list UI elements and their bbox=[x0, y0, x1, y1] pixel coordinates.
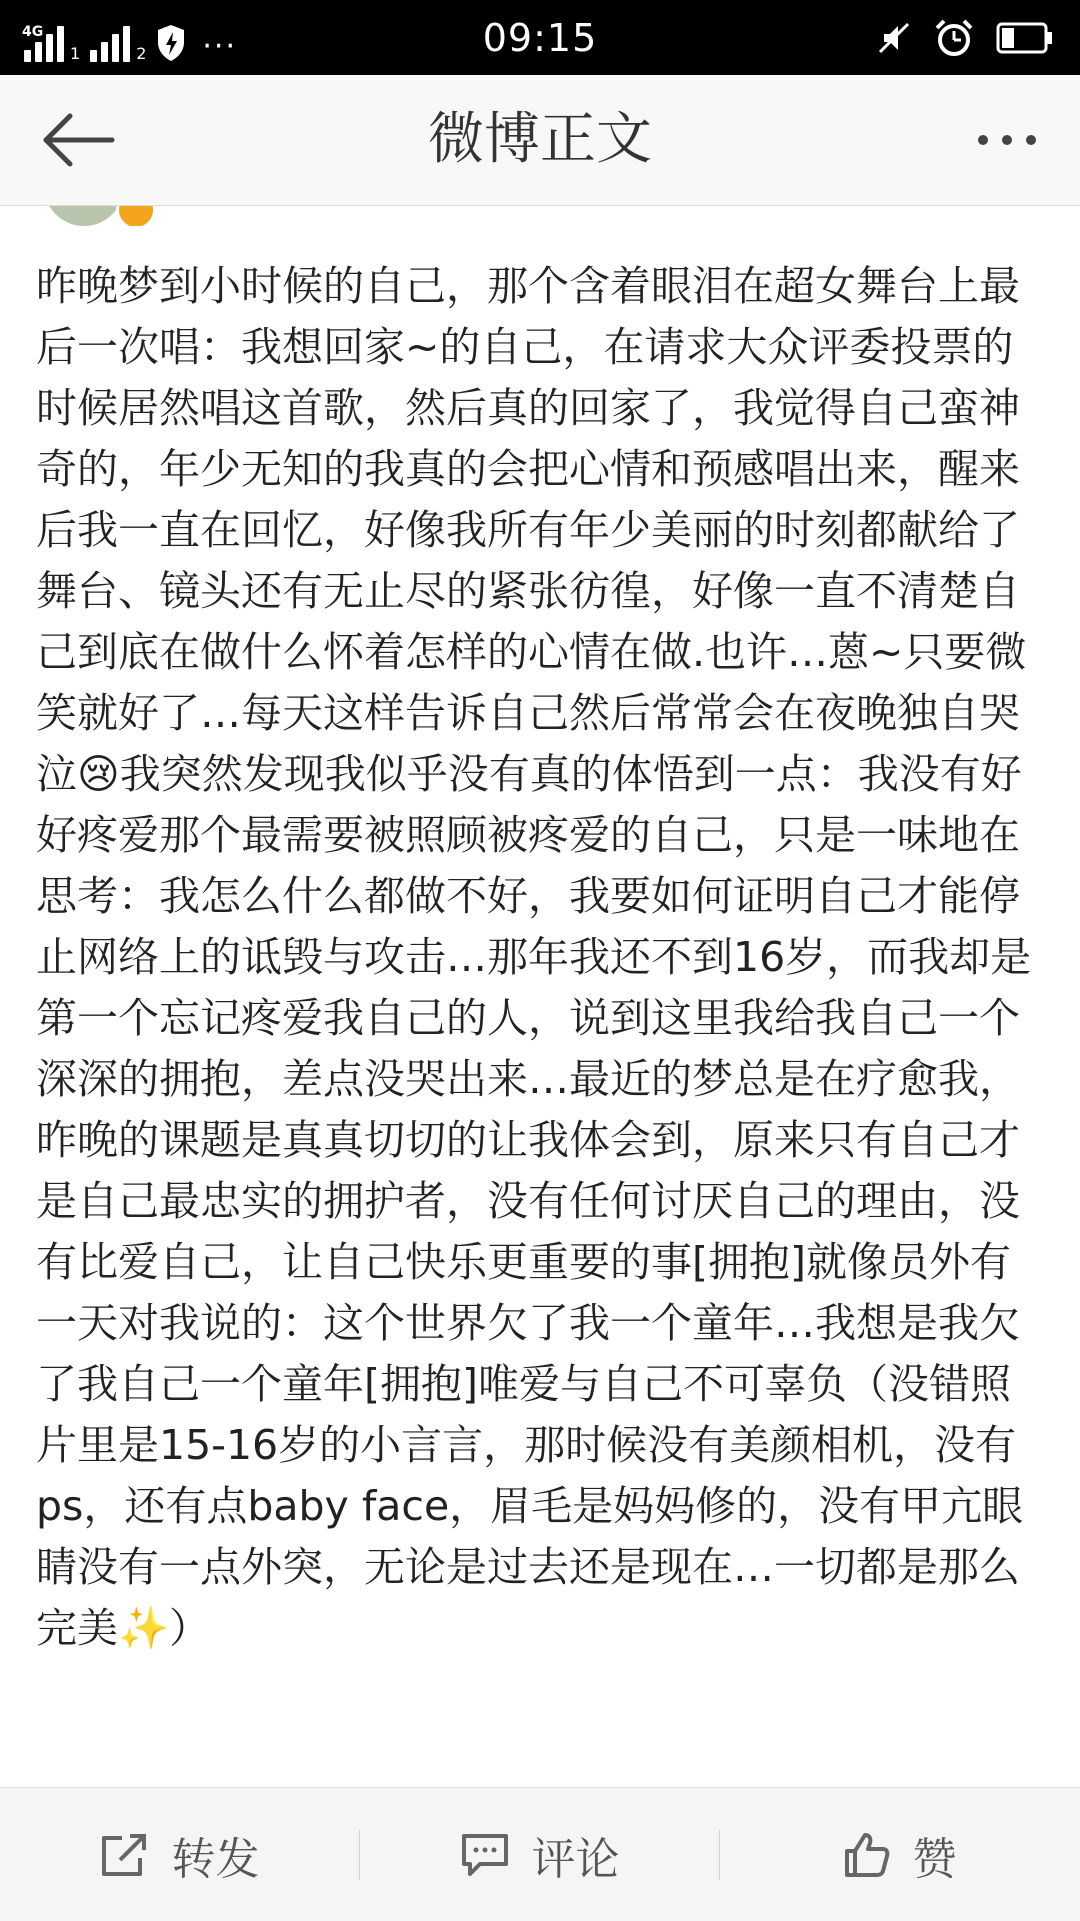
comment-icon bbox=[460, 1832, 510, 1878]
sim2-label: 2 bbox=[136, 44, 147, 63]
post-text: 昨晚梦到小时候的自己，那个含着眼泪在超女舞台上最后一次唱：我想回家~的自己，在请求大众评委投票的时候居然唱这首歌，然后真的回家了，我觉得自己蛮神奇的，年少无知的我真的会把心情和预感唱出来，醒来后我一直在回忆，好像我所有年少美丽的时刻都献给了舞台、镜头还有无止尽的紧张彷徨，好像一直不清楚自己到底在做什么怀着怎样的心情在做.也许…蒽~只要微笑就好了…每天这样告诉自己然后常常会在夜晚独自哭泣😢我突然发现我似乎没有真的体悟到一点：我没有好好疼爱那个最需要被照顾被疼爱的自己，只是一味地在思考：我怎么什么都做不好，我要如何证明自己才能停止网络上的诋毁与攻击…那年我还不到16岁，而我却是第一个忘记疼爱我自己的人，说到这里我给我自己一个深深的拥抱，差点没哭出来…最近的梦总是在疗愈我，昨晚的课题是真真切切的让我体会到，原来只有自己才是自己最忠实的拥护者，没有任何讨厌自己的理由，没有比爱自己，让自己快乐更重要的事[拥抱]就像员外有一天对我说的：这个世界欠了我一个童年…我想是我欠了我自己一个童年[拥抱]唯爱与自己不可辜负（没错照片里是15-16岁的小言言，那时候没有美颜相机，没有ps，还有点baby face，眉毛是妈妈修的，没有甲亢眼睛没有一点外突，无论是过去还是现在…一切都是那么完美✨） bbox=[36, 262, 1032, 1652]
more-notifications: ··· bbox=[202, 29, 237, 64]
repost-icon bbox=[100, 1832, 150, 1878]
comment-label: 评论 bbox=[531, 1833, 620, 1885]
like-label: 赞 bbox=[912, 1833, 957, 1885]
action-bar bbox=[0, 1787, 1080, 1921]
mute-icon bbox=[876, 20, 912, 56]
verified-badge-icon bbox=[116, 206, 156, 226]
repost-label: 转发 bbox=[171, 1833, 260, 1885]
more-options-button[interactable] bbox=[962, 115, 1052, 165]
battery-icon bbox=[996, 22, 1054, 54]
status-bar bbox=[0, 0, 1080, 75]
repost-button[interactable] bbox=[0, 1788, 359, 1921]
author-row bbox=[0, 206, 1080, 226]
comment-button[interactable] bbox=[360, 1788, 719, 1921]
sim1-label: 1 bbox=[70, 44, 81, 63]
like-icon bbox=[843, 1831, 891, 1879]
avatar[interactable] bbox=[44, 206, 124, 226]
clock: 09:15 bbox=[482, 16, 598, 60]
status-right bbox=[876, 14, 1054, 62]
app-header bbox=[0, 75, 1080, 206]
like-button[interactable] bbox=[720, 1788, 1079, 1921]
alarm-icon bbox=[934, 18, 974, 58]
more-dots-icon bbox=[978, 135, 988, 145]
page-title: 微博正文 bbox=[428, 107, 652, 172]
network-type: 4G bbox=[22, 24, 44, 40]
